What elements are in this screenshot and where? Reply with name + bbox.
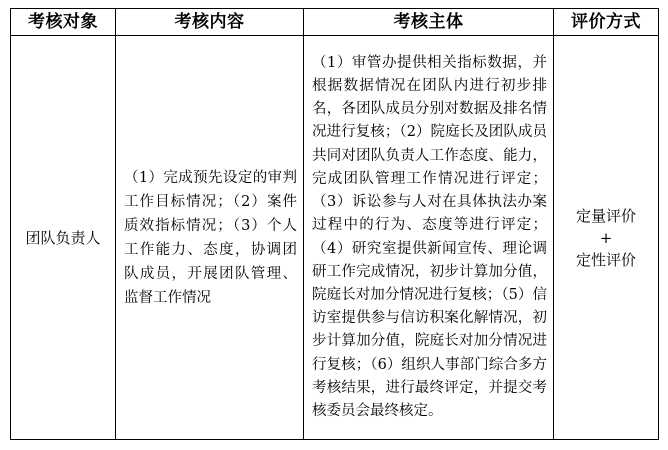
header-content: 考核内容 <box>116 9 304 36</box>
header-object: 考核对象 <box>11 9 116 36</box>
table-row <box>11 36 659 440</box>
method-quantitative: 定量评价 <box>575 206 636 225</box>
method-plus: + <box>599 228 613 247</box>
header-subject: 考核主体 <box>304 9 554 36</box>
cell-content: （1）完成预先设定的审判工作目标情况；（2）案件质效指标情况；（3）个人工作能力、态度，协调团队成员，开展团队管理、监督工作情况 <box>116 36 304 440</box>
method-qualitative: 定性评价 <box>575 250 636 269</box>
cell-subject: （1）审管办提供相关指标数据，并根据数据情况在团队内进行初步排名，各团队成员分别对数据及排名情况进行复核；（2）院庭长及团队成员共同对团队负责人工作态度、能力，完成团队管理工作情况进行评定；（3）诉讼参与人对在具体执法办案过程中的行为、态度等进行评定；（4）研究室提供新闻宣传、理论调研工作完成情况，初步计算加分值，院庭长对加分情况进行复核；（5）信访室提供参与信访积案化解情况，初步计算加分值，院庭长对加分情况进行复核；（6）组织人事部门综合多方考核结果，进行最终评定，并提交考核委员会最终核定。 <box>304 36 554 440</box>
cell-object: 团队负责人 <box>11 36 116 440</box>
header-method: 评价方式 <box>554 9 659 36</box>
assessment-table <box>10 8 659 440</box>
header-row <box>11 9 659 36</box>
cell-method <box>554 36 659 440</box>
